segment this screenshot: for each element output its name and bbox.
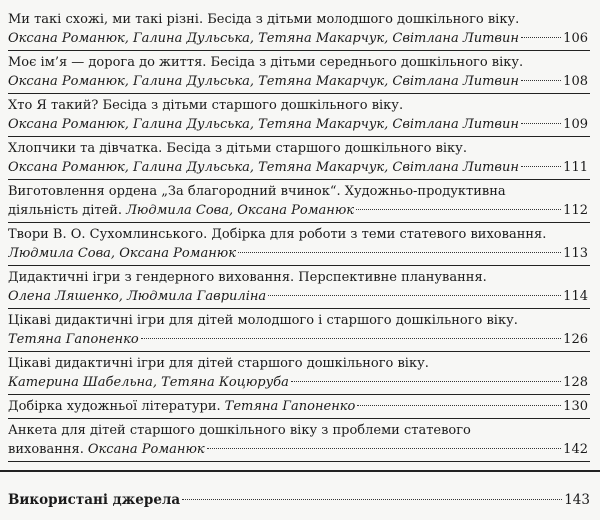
leader-dots <box>356 209 561 210</box>
entry-author-line <box>8 29 588 48</box>
entry-title: Цікаві дидактичні ігри для дітей старшого дошкільного віку. <box>8 356 429 371</box>
toc-entry <box>8 395 590 419</box>
entry-authors: Олена Ляшенко, Людмила Гавриліна <box>8 289 267 304</box>
leader-dots <box>357 405 561 406</box>
entry-title-line <box>8 53 588 72</box>
entry-title: Хто Я такий? Бесіда з дітьми старшого дошкільного віку. <box>8 98 404 113</box>
leader-dots <box>521 166 561 167</box>
entry-author-line <box>8 244 588 263</box>
entry-title-continued: діяльність дітей. <box>8 203 123 218</box>
entry-title: Хлопчики та дівчатка. Бесіда з дітьми старшого дошкільного віку. <box>8 141 467 156</box>
leader-dots <box>521 123 561 124</box>
toc-entry <box>8 309 590 352</box>
entry-title-continued: виховання. <box>8 442 84 457</box>
entry-title-line <box>8 268 588 287</box>
entry-authors: Оксана Романюк, Галина Дульська, Тетяна Макарчук, Світлана Литвин <box>8 117 519 132</box>
entry-author-line <box>8 440 588 459</box>
entry-page-number: 111 <box>563 160 588 175</box>
entry-authors: Оксана Романюк <box>87 442 205 457</box>
toc-entry <box>8 419 590 462</box>
entry-title: Цікаві дидактичні ігри для дітей молодшого і старшого дошкільного віку. <box>8 313 518 328</box>
toc-entry <box>8 266 590 309</box>
entry-authors: Катерина Шабельна, Тетяна Коцюруба <box>8 375 289 390</box>
entry-title-line <box>8 96 588 115</box>
entry-page-number: 142 <box>563 442 588 457</box>
entry-authors: Оксана Романюк, Галина Дульська, Тетяна Макарчук, Світлана Литвин <box>8 74 519 89</box>
entry-title: Виготовлення ордена „За благородний вчинок“. Художньо-продуктивна <box>8 184 506 199</box>
leader-dots <box>141 338 561 339</box>
entry-authors: Людмила Сова, Оксана Романюк <box>126 203 355 218</box>
sources-page: 143 <box>564 492 590 508</box>
entry-authors: Оксана Романюк, Галина Дульська, Тетяна Макарчук, Світлана Литвин <box>8 160 519 175</box>
entry-authors: Людмила Сова, Оксана Романюк <box>8 246 236 261</box>
toc-entry <box>8 137 590 180</box>
toc-entry <box>8 51 590 94</box>
entry-page-number: 113 <box>563 246 588 261</box>
section-divider <box>0 470 600 472</box>
entry-title-continued: Добірка художньої літератури. <box>8 399 221 414</box>
entry-title-line <box>8 139 588 158</box>
entry-title: Ми такі схожі, ми такі різні. Бесіда з дітьми молодшого дошкільного віку. <box>8 12 520 27</box>
entry-authors: Оксана Романюк, Галина Дульська, Тетяна Макарчук, Світлана Литвин <box>8 31 519 46</box>
entry-page-number: 112 <box>563 203 588 218</box>
entry-title: Твори В. О. Сухомлинського. Добірка для роботи з теми статевого виховання. <box>8 227 547 242</box>
entry-author-line <box>8 158 588 177</box>
entry-page-number: 128 <box>563 375 588 390</box>
entry-title: Анкета для дітей старшого дошкільного віку з проблеми статевого <box>8 423 471 438</box>
leader-dots <box>182 499 562 500</box>
entry-title-line <box>8 354 588 373</box>
entry-title-line <box>8 311 588 330</box>
entry-author-line <box>8 330 588 349</box>
entry-author-line <box>8 373 588 392</box>
table-of-contents <box>8 8 590 462</box>
entry-title-line <box>8 10 588 29</box>
entry-title: Дидактичні ігри з гендерного виховання. Перспективне планування. <box>8 270 487 285</box>
leader-dots <box>521 80 561 81</box>
toc-entry <box>8 8 590 51</box>
entry-authors: Тетяна Гапоненко <box>224 399 356 414</box>
toc-entry <box>8 352 590 395</box>
toc-entry <box>8 180 590 223</box>
entry-page-number: 126 <box>563 332 588 347</box>
entry-title-line <box>8 225 588 244</box>
entry-page-number: 108 <box>563 74 588 89</box>
entry-author-line <box>8 201 588 220</box>
entry-page-number: 114 <box>563 289 588 304</box>
entry-author-line <box>8 72 588 91</box>
sources-entry <box>8 490 590 510</box>
sources-label: Використані джерела <box>8 492 181 508</box>
entry-author-line <box>8 115 588 134</box>
leader-dots <box>521 37 561 38</box>
leader-dots <box>238 252 561 253</box>
leader-dots <box>268 295 561 296</box>
entry-title-line <box>8 421 588 440</box>
entry-title: Моє ім’я — дорога до життя. Бесіда з дітьми середнього дошкільного віку. <box>8 55 524 70</box>
leader-dots <box>291 381 561 382</box>
entry-author-line <box>8 397 588 416</box>
toc-entry <box>8 223 590 266</box>
leader-dots <box>207 448 562 449</box>
entry-author-line <box>8 287 588 306</box>
entry-page-number: 106 <box>563 31 588 46</box>
toc-entry <box>8 94 590 137</box>
entry-authors: Тетяна Гапоненко <box>8 332 139 347</box>
entry-page-number: 130 <box>563 399 588 414</box>
entry-page-number: 109 <box>563 117 588 132</box>
entry-title-line <box>8 182 588 201</box>
